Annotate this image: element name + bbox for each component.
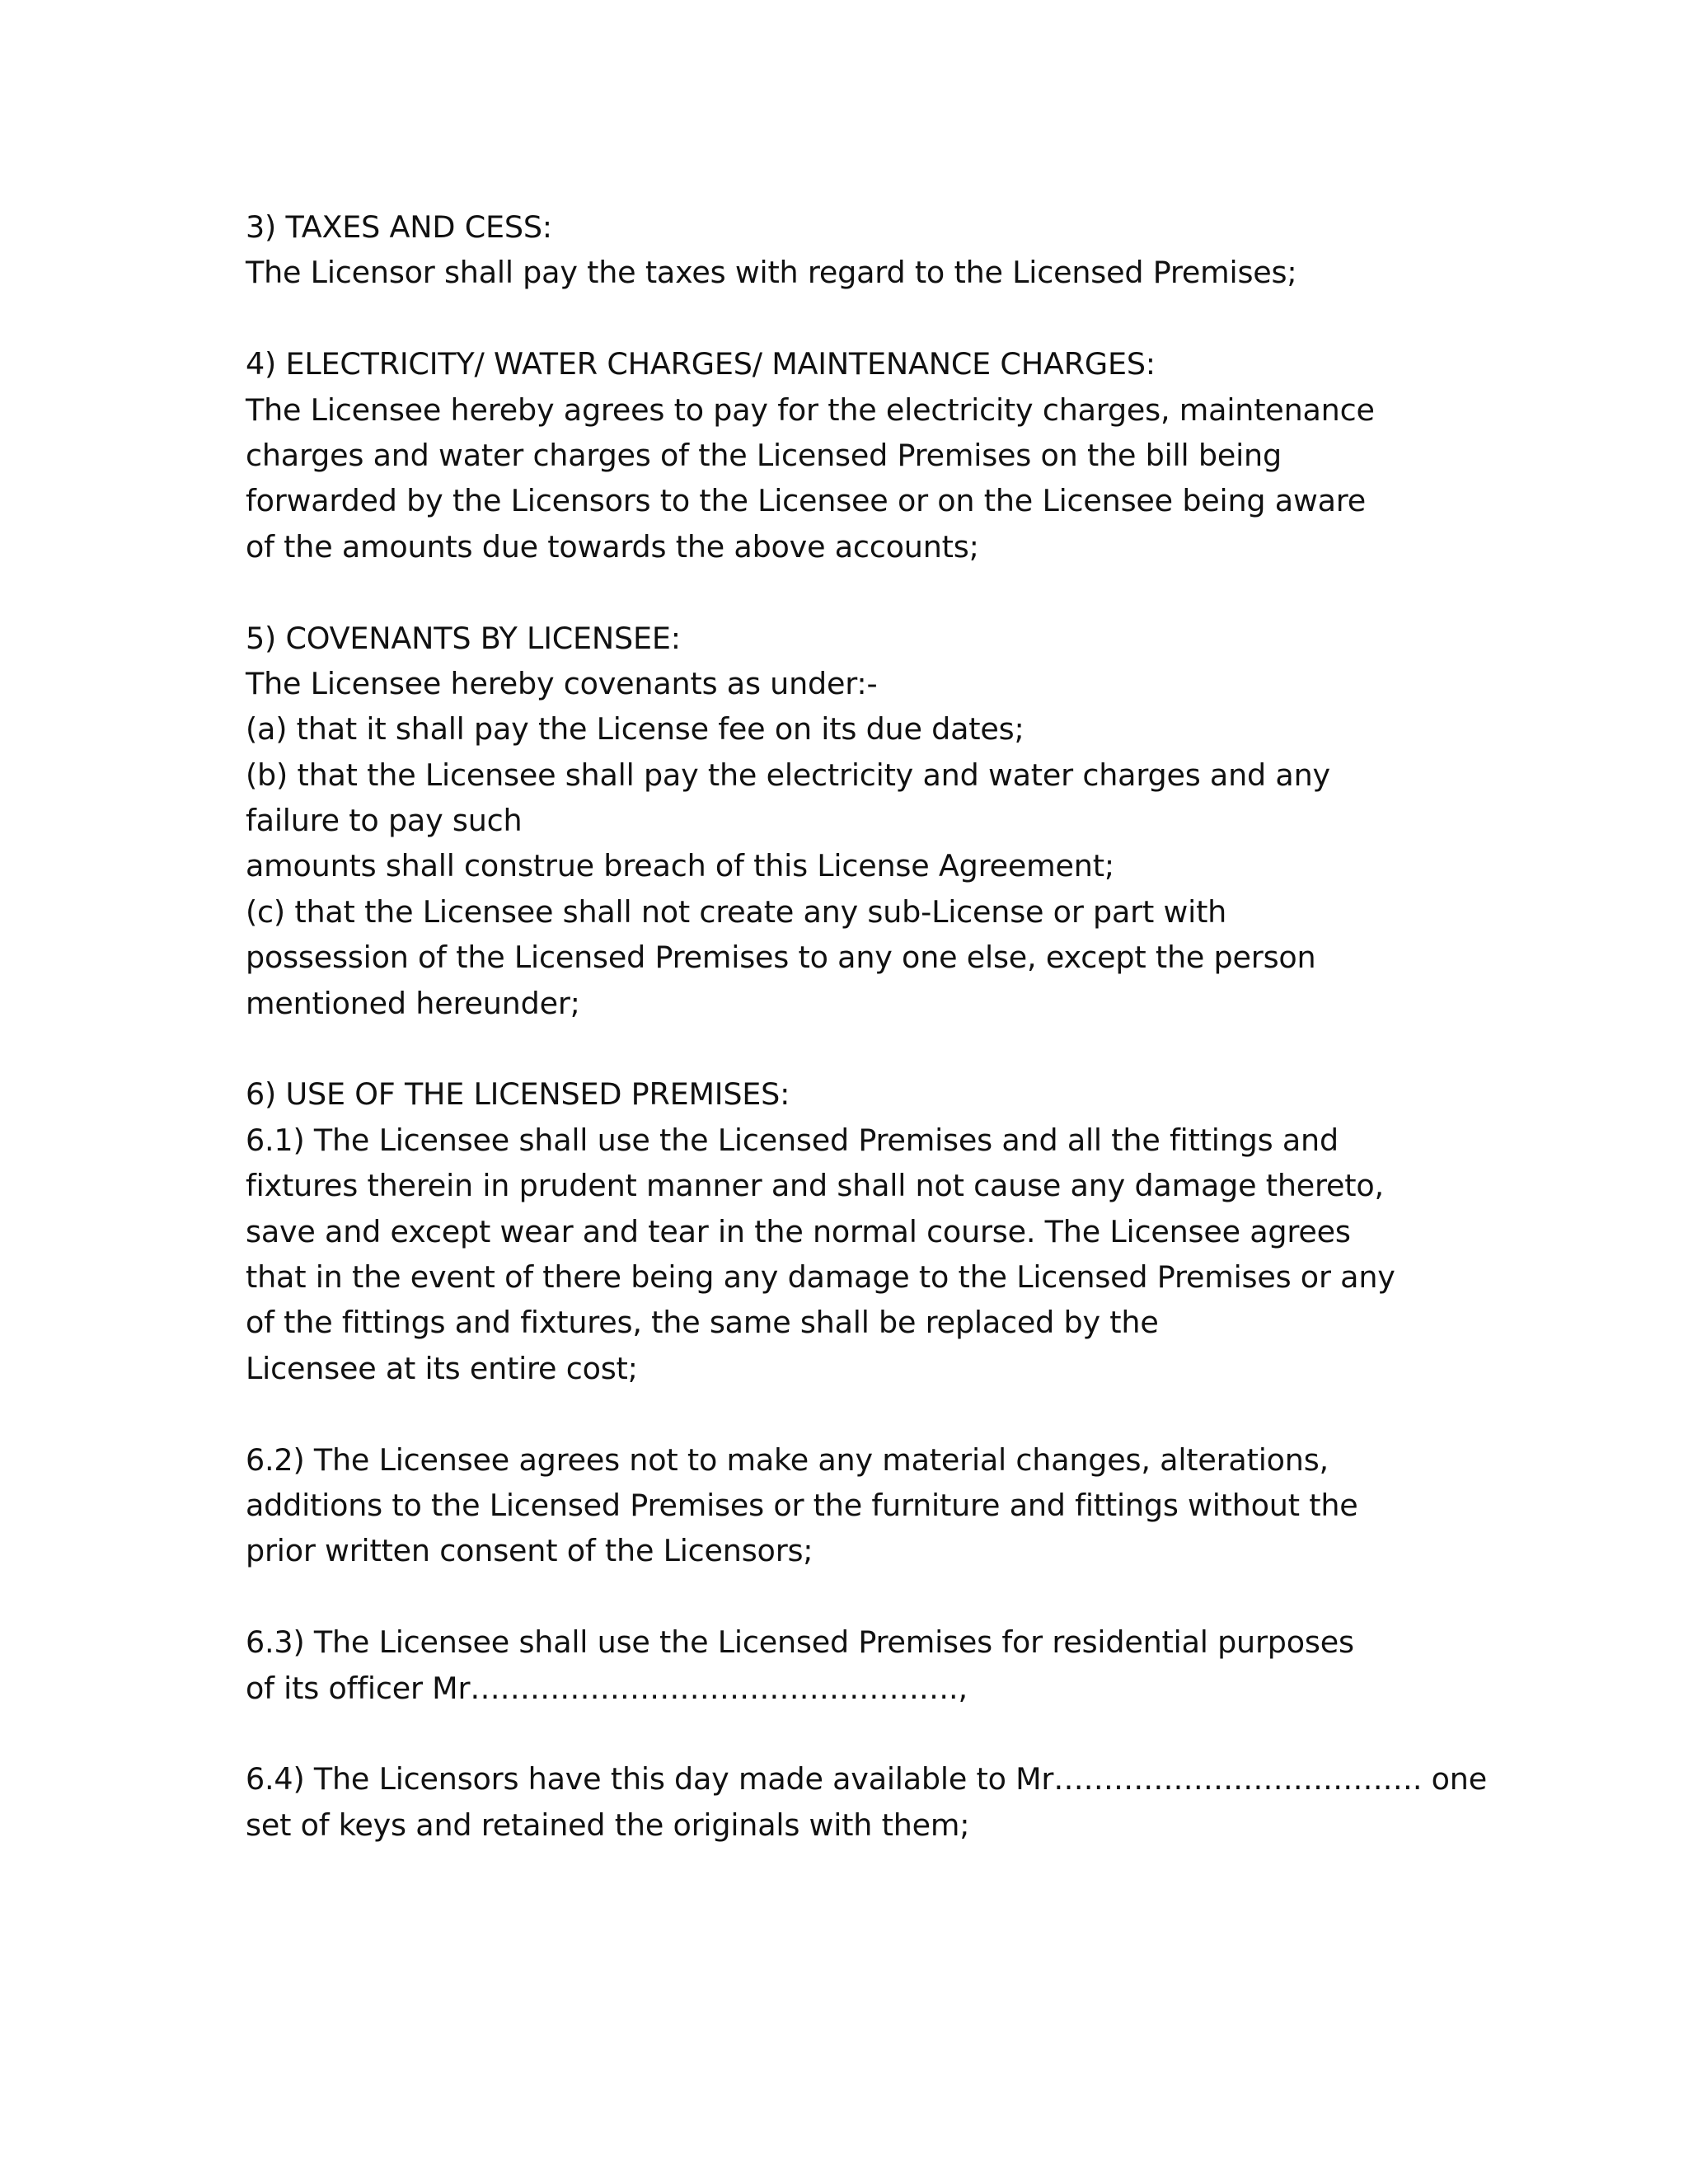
section-5-text-line-6: (c) that the Licensee shall not create any sub-License or part with: [246, 893, 1227, 930]
clause-6-1-line-3: save and except wear and tear in the normal course. The Licensee agrees: [246, 1213, 1351, 1249]
paragraph-gap: [246, 1574, 1465, 1619]
paragraph-gap: [246, 1026, 1465, 1071]
section-5-text-line-1: The Licensee hereby covenants as under:-: [246, 665, 878, 701]
section-4-heading: 4) ELECTRICITY/ WATER CHARGES/ MAINTENANCE CHARGES:: [246, 346, 1156, 382]
clause-6-3-line-1: 6.3) The Licensee shall use the Licensed Premises for residential purposes: [246, 1624, 1354, 1661]
section-5-text-line-5: amounts shall construe breach of this License Agreement;: [246, 848, 1114, 884]
paragraph-gap: [246, 1711, 1465, 1756]
paragraph-gap: [246, 1391, 1465, 1436]
clause-6-1-line-6: Licensee at its entire cost;: [246, 1350, 638, 1386]
clause-6-4-line-2: set of keys and retained the originals with them;: [246, 1807, 970, 1843]
clause-6-4-line-1: 6.4) The Licensors have this day made available to Mr………………………………. one: [246, 1761, 1487, 1797]
clause-6-2-line-2: additions to the Licensed Premises or the furniture and fittings without the: [246, 1487, 1358, 1523]
section-3-heading: 3) TAXES AND CESS:: [246, 209, 552, 245]
section-4-text-line-2: charges and water charges of the Licensed Premises on the bill being: [246, 437, 1282, 473]
clause-6-1-line-2: fixtures therein in prudent manner and shall not cause any damage thereto,: [246, 1168, 1384, 1204]
section-4-text-line-1: The Licensee hereby agrees to pay for the electricity charges, maintenance: [246, 391, 1375, 428]
section-5-text-line-7: possession of the Licensed Premises to any one else, except the person: [246, 940, 1316, 976]
section-5-text-line-3: (b) that the Licensee shall pay the electricity and water charges and any: [246, 757, 1330, 793]
document-page: [246, 204, 1487, 1848]
section-5-text-line-2: (a) that it shall pay the License fee on its due dates;: [246, 711, 1025, 748]
section-5-text-line-8: mentioned hereunder;: [246, 985, 580, 1021]
clause-6-2-line-3: prior written consent of the Licensors;: [246, 1533, 814, 1569]
section-5-heading: 5) COVENANTS BY LICENSEE:: [246, 620, 681, 656]
section-6-heading: 6) USE OF THE LICENSED PREMISES:: [246, 1076, 790, 1113]
clause-6-1-line-4: that in the event of there being any damage to the Licensed Premises or any: [246, 1258, 1395, 1295]
paragraph-gap: [246, 296, 1465, 341]
section-3-text-line-1: The Licensor shall pay the taxes with regard to the Licensed Premises;: [246, 255, 1297, 291]
section-4-text-line-4: of the amounts due towards the above accounts;: [246, 528, 979, 565]
section-4-text-line-3: forwarded by the Licensors to the Licensee or on the Licensee being aware: [246, 483, 1367, 519]
clause-6-1-line-1: 6.1) The Licensee shall use the Licensed Premises and all the fittings and: [246, 1122, 1339, 1158]
clause-6-3-line-2: of its officer Mr………………………………………….,: [246, 1670, 968, 1706]
section-5-text-line-4: failure to pay such: [246, 803, 523, 839]
paragraph-gap: [246, 569, 1465, 615]
clause-6-2-line-1: 6.2) The Licensee agrees not to make any material changes, alterations,: [246, 1441, 1329, 1478]
clause-6-1-line-5: of the fittings and fixtures, the same shall be replaced by the: [246, 1305, 1159, 1341]
